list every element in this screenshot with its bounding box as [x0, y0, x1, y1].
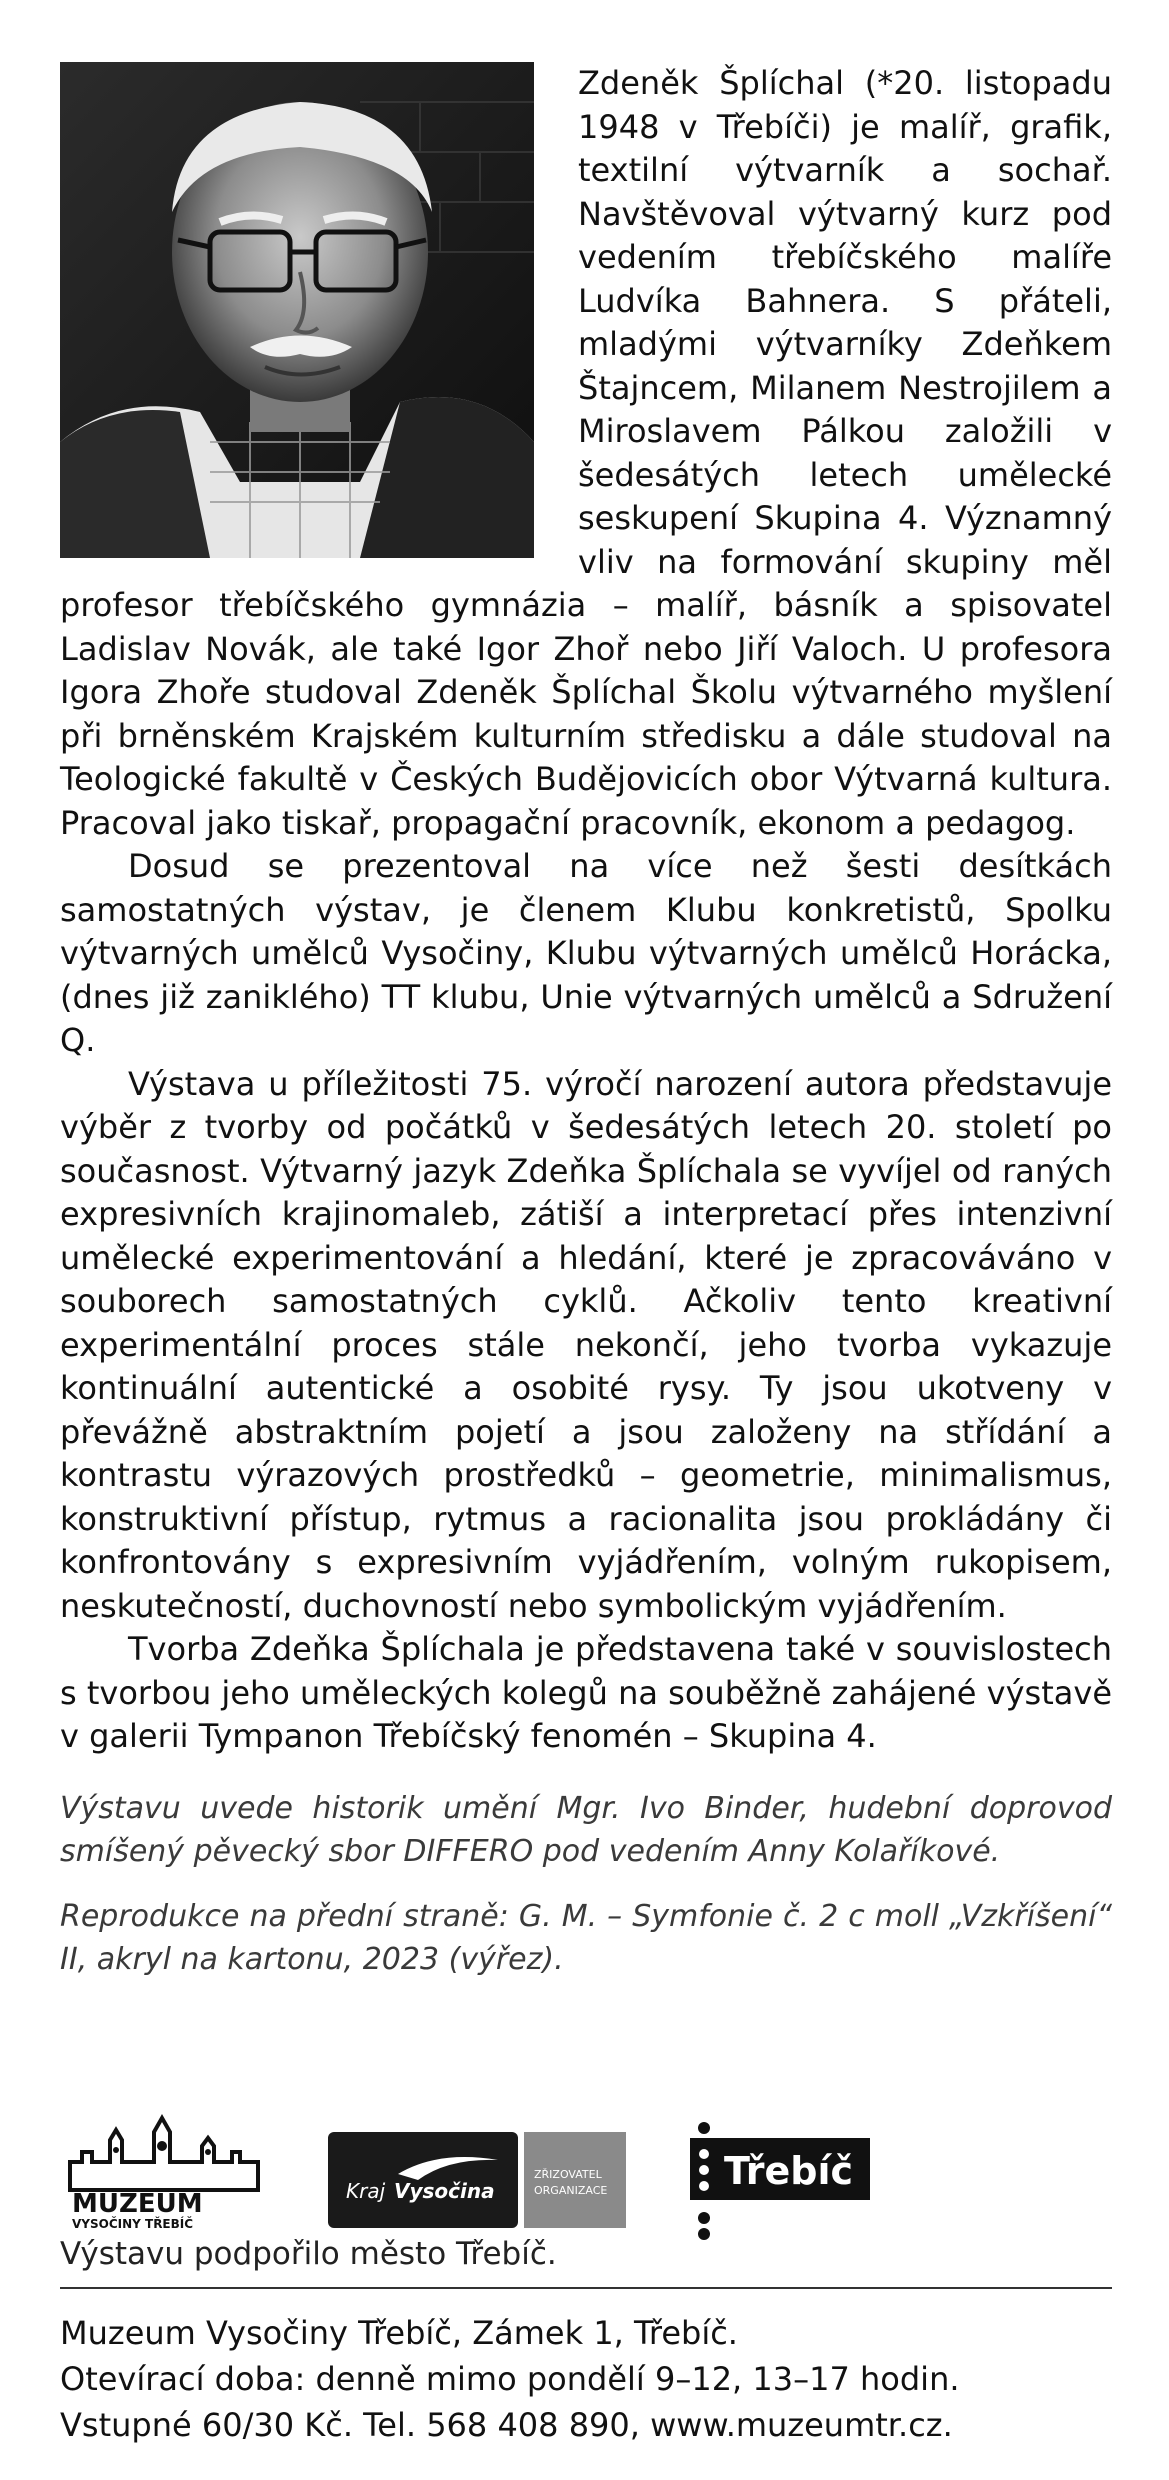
kraj-vysocina-logo [328, 2132, 626, 2228]
kraj-logo-name-b: Vysočina [394, 2179, 495, 2203]
trebic-logo-text: Třebíč [724, 2149, 854, 2193]
footer-opening-hours: Otevírací doba: denně mimo pondělí 9–12, 13–17 hodin. [60, 2360, 960, 2398]
kraj-logo-tag2: ORGANIZACE [534, 2184, 608, 2197]
related-exhibition-paragraph: Tvorba Zdeňka Šplíchala je představena také v souvislostech s tvorbou jeho uměleckých kolegů na souběžně zahájené výstavě v galerii Tympanon Třebíčský fenomén – Skupina 4. [60, 1630, 1112, 1755]
reproduction-credit: Reprodukce na přední straně: G. M. – Symfonie č. 2 c moll „Vzkříšení“ II, akryl na kartonu, 2023 (výřez). [60, 1898, 1112, 1977]
biography-paragraph-1: Zdeněk Šplíchal (*20. listopadu 1948 v Třebíči) je malíř, grafik, textilní výtvarník a sochař. Navštěvoval výtvarný kurz pod vedením třebíčského malíře Ludvíka Bahnera. S přáteli, mladými výtvarníky Zdeňkem Štajncem, Milanem Nestrojilem a Miroslavem Pálkou založili v šedesátých letech umělecké seskupení Skupina 4. Významný vliv na formování skupiny měl profesor třebíčského gymnázia – malíř, básník a spisovatel Ladislav Novák, ale také Igor Zhoř nebo Jiří Valoch. U profesora Igora Zhoře studoval Zdeněk Šplíchal Školu výtvarného myšlení při brněnském Krajském kulturním středisku a dále studoval na Teologické fakultě v Českých Budějovicích obor Výtvarná kultura. Pracoval jako tiskař, propagační pracovník, ekonom a pedagog. [60, 64, 1112, 842]
credits [60, 1787, 1112, 1981]
exhibition-paragraph: Výstava u příležitosti 75. výročí narození autora představuje výběr z tvorby od počátků v šedesátých letech 20. století po současnost. Výtvarný jazyk Zdeňka Šplíchala se vyvíjel od raných expresivních krajinomaleb, zátiší a interpretací přes intenzivní umělecké experimentování a hledání, které je zpracováváno v souborech samostatných cyklů. Ačkoliv tento kreativní experimentální proces stále nekončí, jeho tvorba vykazuje kontinuální autentické a osobité rysy. Ty jsou ukotveny v převážně abstraktním pojetí a jsou založeny na střídání a kontrastu výrazových prostředků – geometrie, minimalismus, konstruktivní přístup, rytmus a racionalita jsou prokládány či konfrontovány s expresivním vyjádřením, volným rukopisem, neskutečností, duchovností nebo symbolickým vyjádřením. [60, 1064, 1112, 1625]
support-note: Výstavu podpořilo město Třebíč. [60, 2236, 557, 2272]
footer-contact [60, 2310, 960, 2448]
footer-admission-contact: Vstupné 60/30 Kč. Tel. 568 408 890, www.muzeumtr.cz. [60, 2406, 953, 2444]
main-article [60, 62, 1112, 2003]
author-portrait-photo [60, 62, 534, 558]
kraj-logo-tag1: ZŘIZOVATEL [534, 2168, 602, 2181]
biography-paragraph-2: Dosud se prezentoval na více než šesti desítkách samostatných výstav, je členem Klubu konkretistů, Spolku výtvarných umělců Vysočiny, Klubu výtvarných umělců Horácka, (dnes již zaniklého) TT klubu, Unie výtvarných umělců a Sdružení Q. [60, 847, 1112, 1059]
divider [60, 2287, 1112, 2289]
trebic-city-logo [690, 2120, 890, 2240]
footer-address: Muzeum Vysočiny Třebíč, Zámek 1, Třebíč. [60, 2314, 738, 2352]
kraj-logo-name-a: Kraj [346, 2179, 386, 2203]
muzeum-logo-line1: MUZEUM [72, 2189, 203, 2219]
portrait-image [60, 62, 534, 558]
muzeum-logo-line2: VYSOČINY TŘEBÍČ [72, 2217, 194, 2231]
muzeum-vysociny-logo [62, 2112, 272, 2232]
opening-credit: Výstavu uvede historik umění Mgr. Ivo Binder, hudební doprovod smíšený pěvecký sbor DIFFERO pod vedením Anny Kolaříkové. [60, 1790, 1112, 1869]
